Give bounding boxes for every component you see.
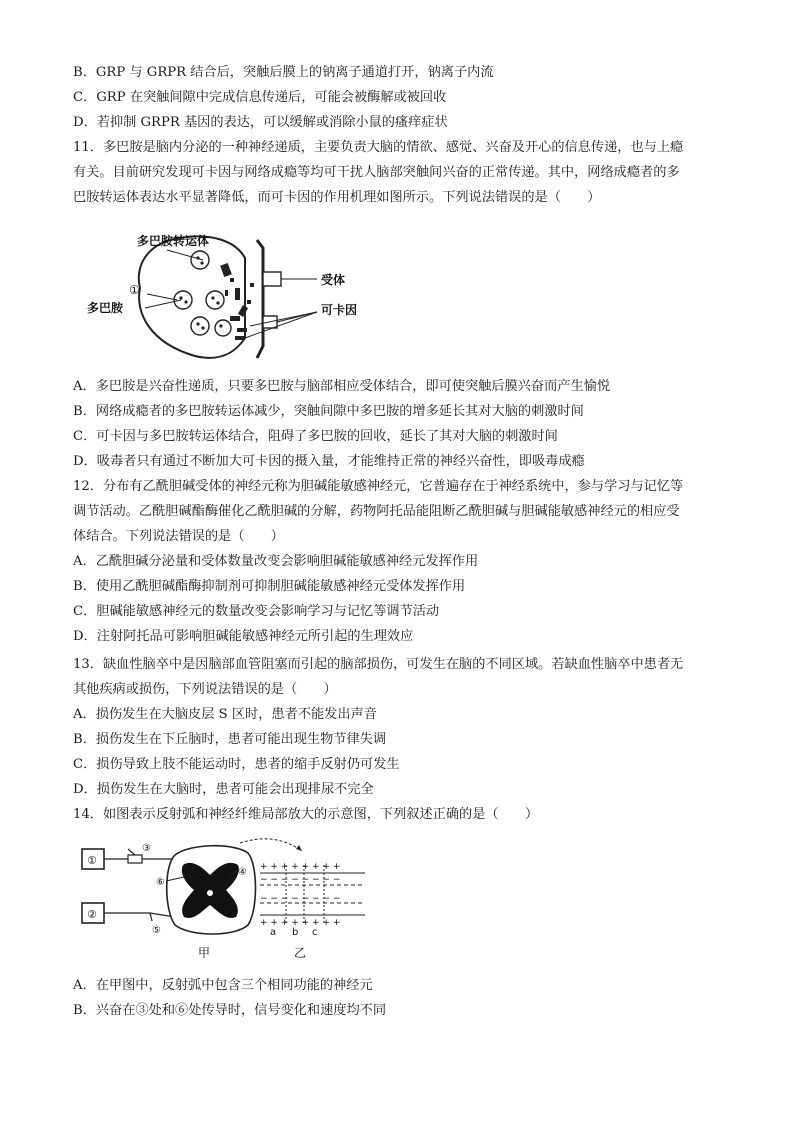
receptor-box xyxy=(263,272,281,286)
label-3: ③ xyxy=(142,843,151,854)
caption-yi: 乙 xyxy=(294,946,307,960)
q11-option-d: D．吸毒者只有通过不断加大可卡因的摄入量，才能维持正常的神经兴奋性，即吸毒成瘾 xyxy=(73,454,585,469)
cocaine-molecules xyxy=(220,263,254,340)
caption-jia: 甲 xyxy=(198,946,211,960)
q14-stem: 14．如图表示反射弧和神经纤维局部放大的示意图，下列叙述正确的是（ ） xyxy=(73,807,539,822)
label-6: ⑥ xyxy=(156,877,165,888)
label-circle-1: ① xyxy=(129,283,140,297)
q13-option-c: C．损伤导致上肢不能运动时，患者的缩手反射仍可发生 xyxy=(73,757,400,772)
synapse-cocaine-figure xyxy=(85,228,385,368)
label-cocaine: 可卡因 xyxy=(321,303,358,317)
plus-row-bottom: + + + + + + + + xyxy=(260,918,341,928)
q11-stem-line-2: 有关。目前研究发现可卡因与网络成瘾等均可干扰人脑部突触间兴奋的正常传递。其中，网络成瘾者的多 xyxy=(73,165,680,180)
q13-option-d: D．损伤发生在大脑时，患者可能会出现排尿不完全 xyxy=(73,782,374,797)
q11-option-b: B．网络成瘾者的多巴胺转运体减少，突触间隙中多巴胺的增多延长其对大脑的刺激时间 xyxy=(73,404,584,419)
label-5: ⑤ xyxy=(152,925,161,936)
q13-stem-line-1: 13．缺血性脑卒中是因脑部血管阻塞而引起的脑部损伤，可发生在脑的不同区域。若缺血性脑卒中患者无 xyxy=(73,657,684,672)
q13-option-a: A．损伤发生在大脑皮层 S 区时，患者不能发出声音 xyxy=(73,707,377,722)
q10-option-c: C．GRP 在突触间隙中完成信息传递后，可能会被酶解或被回收 xyxy=(73,90,447,105)
q10-option-d: D．若抑制 GRPR 基因的表达，可以缓解或消除小鼠的瘙痒症状 xyxy=(73,115,448,130)
q12-option-c: C．胆碱能敏感神经元的数量改变会影响学习与记忆等调节活动 xyxy=(73,604,440,619)
nerve-fiber-diagram xyxy=(260,862,365,938)
q14-option-a: A．在甲图中，反射弧中包含三个相同功能的神经元 xyxy=(73,978,373,993)
q11-option-a: A．多巴胺是兴奋性递质，只要多巴胺与脑部相应受体结合，即可使突触后膜兴奋而产生愉悦 xyxy=(73,379,611,394)
q12-stem-line-2: 调节活动。乙酰胆碱酯酶催化乙酰胆碱的分解，药物阿托品能阻断乙酰胆碱与胆碱能敏感神经元的相应受 xyxy=(73,504,680,519)
plus-row-top: + + + + + + + + xyxy=(260,862,341,872)
magnify-arrow xyxy=(240,839,302,851)
q11-stem-line-1: 11．多巴胺是脑内分泌的一种神经递质，主要负责大脑的情欲、感觉、兴奋及开心的信息传递，也与上瘾 xyxy=(73,140,684,155)
label-b: b xyxy=(292,927,299,938)
label-4: ④ xyxy=(238,867,247,878)
minus-row-bottom: − − − − − − − − xyxy=(260,894,341,904)
label-dopamine: 多巴胺 xyxy=(87,301,124,315)
minus-row-top: − − − − − − − − xyxy=(260,875,341,885)
q13-option-b: B．损伤发生在下丘脑时，患者可能出现生物节律失调 xyxy=(73,732,387,747)
q11-option-c: C．可卡因与多巴胺转运体结合，阻碍了多巴胺的回收，延长了其对大脑的刺激时间 xyxy=(73,429,558,444)
q14-option-b: B．兴奋在③处和⑥处传导时，信号变化和速度均不同 xyxy=(73,1003,387,1018)
label-dopamine-transporter: 多巴胺转运体 xyxy=(137,234,210,248)
q12-option-b: B．使用乙酰胆碱酯酶抑制剂可抑制胆碱能敏感神经元受体发挥作用 xyxy=(73,579,466,594)
q10-option-b: B．GRP 与 GRPR 结合后，突触后膜上的钠离子通道打开，钠离子内流 xyxy=(73,65,494,80)
reflex-arc-figure xyxy=(80,835,370,965)
label-a: a xyxy=(270,927,277,938)
label-c: c xyxy=(312,927,318,938)
q11-stem-line-3: 巴胺转运体表达水平显著降低，而可卡因的作用机理如图所示。下列说法错误的是（ ） xyxy=(73,190,601,205)
box-label-2: ② xyxy=(87,908,97,921)
label-receptor: 受体 xyxy=(321,273,346,287)
q12-stem-line-3: 体结合。下列说法错误的是（ ） xyxy=(73,529,284,544)
postsynaptic-membrane xyxy=(257,240,263,358)
q12-option-d: D．注射阿托品可影响胆碱能敏感神经元所引起的生理效应 xyxy=(73,629,414,644)
q13-stem-line-2: 其他疾病或损伤，下列说法错误的是（ ） xyxy=(73,682,337,697)
q12-stem-line-1: 12．分布有乙酰胆碱受体的神经元称为胆碱能敏感神经元，它普遍存在于神经系统中，参与学习与记忆等 xyxy=(73,479,684,494)
q12-option-a: A．乙酰胆碱分泌量和受体数量改变会影响胆碱能敏感神经元发挥作用 xyxy=(73,554,479,569)
box-label-1: ① xyxy=(87,854,97,867)
